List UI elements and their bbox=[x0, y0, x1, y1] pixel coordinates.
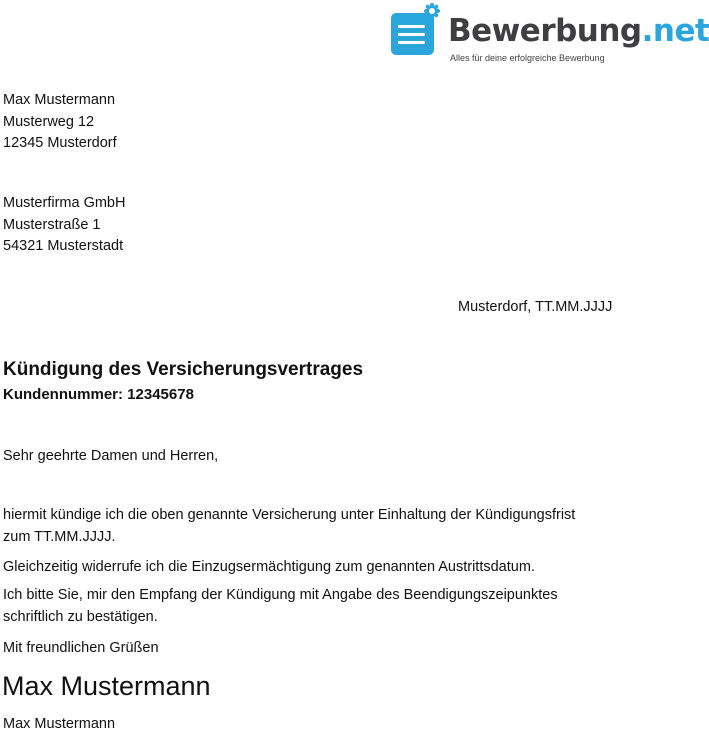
recipient-street: Musterstraße 1 bbox=[3, 216, 101, 233]
body-p3-line2: schriftlich zu bestätigen. bbox=[3, 608, 158, 625]
logo-tld: .net bbox=[641, 13, 709, 49]
recipient-city: 54321 Musterstadt bbox=[3, 238, 124, 254]
body-p1-line2: zum TT.MM.JJJJ. bbox=[3, 528, 116, 545]
document-sparkle-icon bbox=[390, 3, 442, 57]
sender-city: 12345 Musterdorf bbox=[3, 135, 117, 151]
salutation: Sehr geehrte Damen und Herren, bbox=[3, 448, 219, 464]
logo-tagline: Alles für deine erfolgreiche Bewerbung bbox=[450, 53, 605, 63]
body-paragraph-2: Gleichzeitig widerrufe ich die Einzugsermächtigung zum genannten Austrittsdatum. bbox=[3, 559, 535, 575]
body-paragraph-3 bbox=[3, 585, 558, 628]
printed-name: Max Mustermann bbox=[3, 716, 116, 732]
recipient-company: Musterfirma GmbH bbox=[3, 195, 126, 211]
closing: Mit freundlichen Grüßen bbox=[3, 640, 159, 656]
logo-brand: Bewerbung bbox=[448, 13, 642, 49]
sender-street: Musterweg 12 bbox=[3, 113, 95, 130]
bewerbung-logo[interactable] bbox=[390, 3, 709, 65]
body-paragraph-1 bbox=[3, 505, 575, 548]
subject-line: Kündigung des Versicherungsvertrages bbox=[3, 359, 364, 380]
sender-address bbox=[3, 90, 117, 155]
body-p3-line1: Ich bitte Sie, mir den Empfang der Kündigung mit Angabe des Beendigungszeipunktes bbox=[3, 587, 558, 603]
customer-number: Kundennummer: 12345678 bbox=[3, 386, 194, 403]
recipient-address bbox=[3, 193, 125, 258]
date-line: Musterdorf, TT.MM.JJJJ bbox=[458, 299, 613, 315]
signature: Max Mustermann bbox=[2, 671, 211, 701]
sender-name: Max Mustermann bbox=[3, 92, 116, 108]
body-p1-line1: hiermit kündige ich die oben genannte Versicherung unter Einhaltung der Kündigungsfrist bbox=[3, 507, 576, 523]
logo-wordmark bbox=[448, 13, 709, 49]
